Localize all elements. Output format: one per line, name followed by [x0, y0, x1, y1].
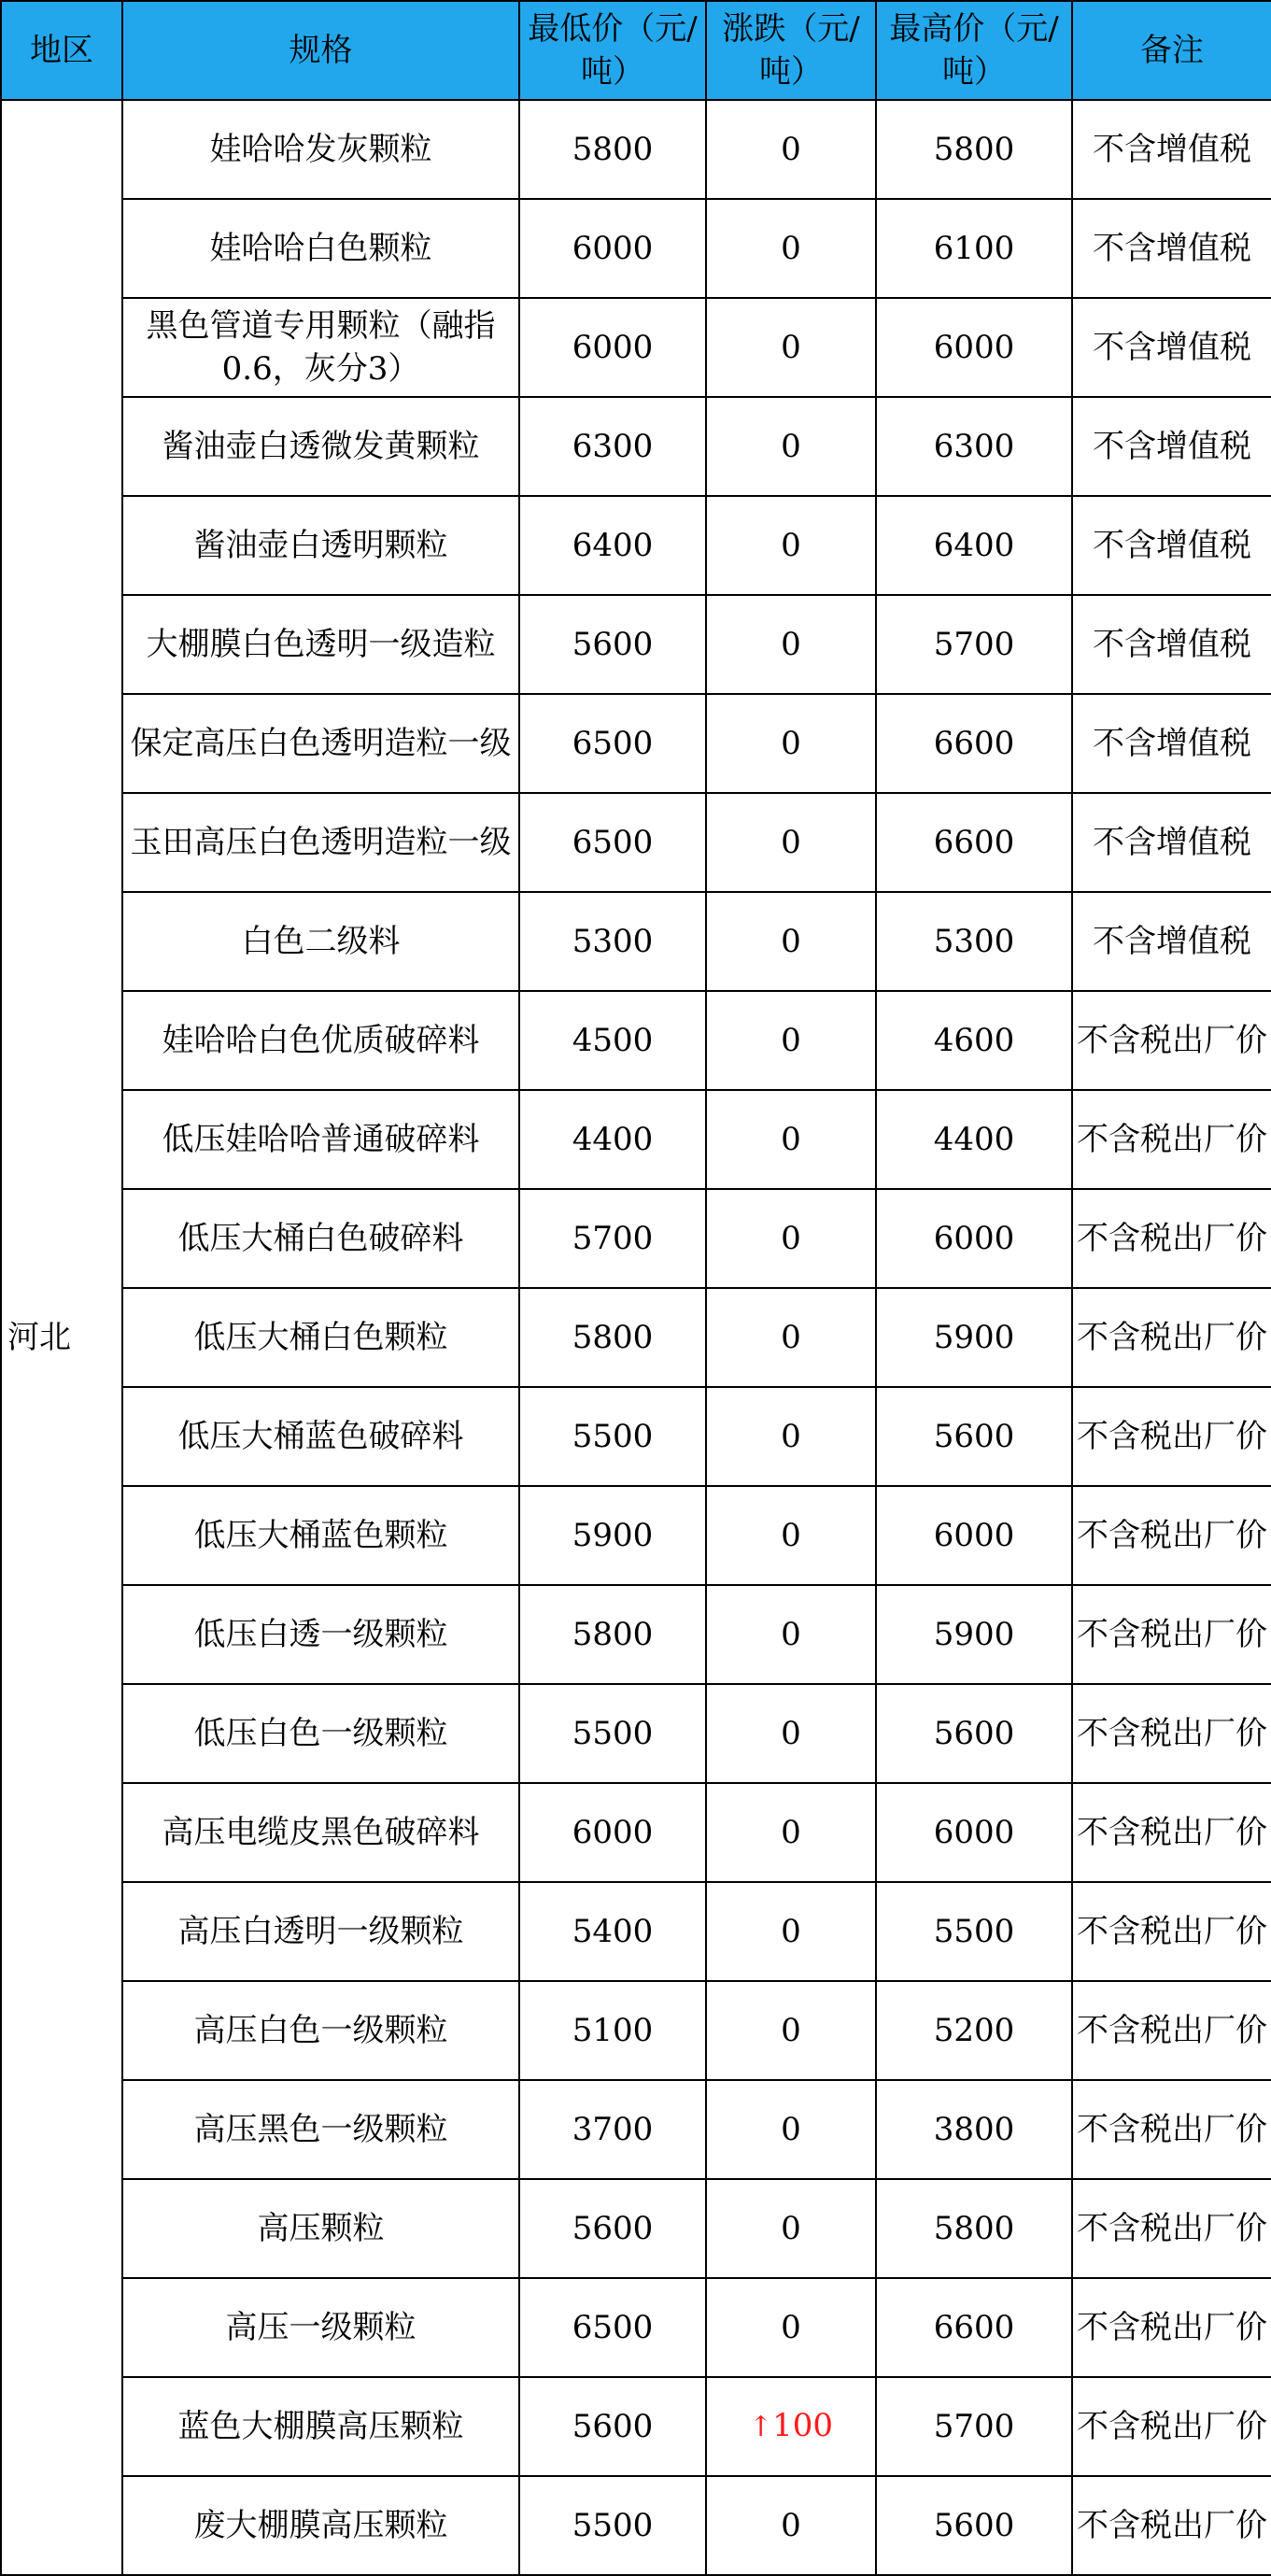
- low-price-cell: 5500: [519, 1684, 706, 1783]
- note-cell: 不含税出厂价: [1072, 1486, 1271, 1585]
- table-row: [1, 1981, 1271, 2080]
- spec-cell: 低压白色一级颗粒: [122, 1684, 519, 1783]
- change-cell: 0: [706, 595, 876, 694]
- change-cell: 0: [706, 1288, 876, 1387]
- change-cell: 0: [706, 694, 876, 793]
- spec-cell: 保定高压白色透明造粒一级: [122, 694, 519, 793]
- low-price-cell: 4400: [519, 1090, 706, 1189]
- note-cell: 不含增值税: [1072, 694, 1271, 793]
- note-cell: 不含增值税: [1072, 793, 1271, 892]
- change-cell: 0: [706, 2179, 876, 2278]
- spec-cell: 玉田高压白色透明造粒一级: [122, 793, 519, 892]
- table-row: [1, 2377, 1271, 2476]
- high-price-cell: 6000: [876, 1783, 1072, 1882]
- header-high-price: 最高价（元/吨）: [876, 1, 1072, 100]
- change-cell: 0: [706, 892, 876, 991]
- header-row: [1, 1, 1271, 100]
- table-row: [1, 1189, 1271, 1288]
- low-price-cell: 5800: [519, 1585, 706, 1684]
- low-price-cell: 5800: [519, 100, 706, 199]
- table-row: [1, 1684, 1271, 1783]
- low-price-cell: 5300: [519, 892, 706, 991]
- table-row: [1, 100, 1271, 199]
- change-cell: 0: [706, 991, 876, 1090]
- high-price-cell: 6600: [876, 694, 1072, 793]
- change-cell: [706, 2377, 876, 2476]
- spec-cell: 高压白透明一级颗粒: [122, 1882, 519, 1981]
- low-price-cell: 6000: [519, 199, 706, 298]
- note-cell: 不含增值税: [1072, 298, 1271, 397]
- high-price-cell: 6000: [876, 1189, 1072, 1288]
- spec-cell: 娃哈哈发灰颗粒: [122, 100, 519, 199]
- low-price-cell: 5600: [519, 2377, 706, 2476]
- note-cell: 不含税出厂价: [1072, 2278, 1271, 2377]
- note-cell: 不含税出厂价: [1072, 2080, 1271, 2179]
- note-cell: 不含税出厂价: [1072, 2476, 1271, 2575]
- high-price-cell: 5300: [876, 892, 1072, 991]
- spec-cell: 废大棚膜高压颗粒: [122, 2476, 519, 2575]
- note-cell: 不含增值税: [1072, 199, 1271, 298]
- low-price-cell: 5700: [519, 1189, 706, 1288]
- change-cell: 0: [706, 1684, 876, 1783]
- change-cell: 0: [706, 496, 876, 595]
- high-price-cell: 5200: [876, 1981, 1072, 2080]
- change-cell: 0: [706, 100, 876, 199]
- change-cell: 0: [706, 1486, 876, 1585]
- change-cell: 0: [706, 397, 876, 496]
- spec-cell: 低压白透一级颗粒: [122, 1585, 519, 1684]
- low-price-cell: 3700: [519, 2080, 706, 2179]
- header-note: 备注: [1072, 1, 1271, 100]
- high-price-cell: 6300: [876, 397, 1072, 496]
- spec-cell: 大棚膜白色透明一级造粒: [122, 595, 519, 694]
- spec-cell: 高压白色一级颗粒: [122, 1981, 519, 2080]
- spec-cell: 低压大桶蓝色颗粒: [122, 1486, 519, 1585]
- header-low-price: 最低价（元/吨）: [519, 1, 706, 100]
- table-body: [1, 100, 1271, 2575]
- table-row: [1, 1288, 1271, 1387]
- low-price-cell: 5900: [519, 1486, 706, 1585]
- spec-cell: 黑色管道专用颗粒（融指0.6，灰分3）: [122, 298, 519, 397]
- note-cell: 不含税出厂价: [1072, 1585, 1271, 1684]
- low-price-cell: 6500: [519, 793, 706, 892]
- change-cell: 0: [706, 1090, 876, 1189]
- high-price-cell: 5800: [876, 2179, 1072, 2278]
- table-row: [1, 298, 1271, 397]
- table-row: [1, 2278, 1271, 2377]
- spec-cell: 高压黑色一级颗粒: [122, 2080, 519, 2179]
- table-row: [1, 2476, 1271, 2575]
- table-row: [1, 2080, 1271, 2179]
- spec-cell: 白色二级料: [122, 892, 519, 991]
- high-price-cell: 6000: [876, 1486, 1072, 1585]
- header-change: 涨跌（元/吨）: [706, 1, 876, 100]
- change-cell: 0: [706, 1387, 876, 1486]
- high-price-cell: 5900: [876, 1585, 1072, 1684]
- change-cell: 0: [706, 2476, 876, 2575]
- change-cell: 0: [706, 1882, 876, 1981]
- low-price-cell: 5800: [519, 1288, 706, 1387]
- high-price-cell: 6100: [876, 199, 1072, 298]
- note-cell: 不含税出厂价: [1072, 1783, 1271, 1882]
- table-row: [1, 397, 1271, 496]
- change-cell: 0: [706, 2080, 876, 2179]
- high-price-cell: 5600: [876, 2476, 1072, 2575]
- high-price-cell: 4600: [876, 991, 1072, 1090]
- table-header: [1, 1, 1271, 100]
- high-price-cell: 6600: [876, 2278, 1072, 2377]
- high-price-cell: 5700: [876, 595, 1072, 694]
- note-cell: 不含税出厂价: [1072, 1090, 1271, 1189]
- table-row: [1, 892, 1271, 991]
- note-cell: 不含税出厂价: [1072, 2179, 1271, 2278]
- low-price-cell: 4500: [519, 991, 706, 1090]
- change-cell: 0: [706, 1189, 876, 1288]
- note-cell: 不含税出厂价: [1072, 1684, 1271, 1783]
- note-cell: 不含税出厂价: [1072, 1288, 1271, 1387]
- table-row: [1, 1783, 1271, 1882]
- table-row: [1, 1486, 1271, 1585]
- table-row: [1, 694, 1271, 793]
- spec-cell: 低压大桶蓝色破碎料: [122, 1387, 519, 1486]
- table-row: [1, 199, 1271, 298]
- table-row: [1, 1090, 1271, 1189]
- spec-cell: 低压大桶白色颗粒: [122, 1288, 519, 1387]
- arrow-up-icon: ↑: [748, 2411, 773, 2443]
- note-cell: 不含税出厂价: [1072, 1882, 1271, 1981]
- spec-cell: 低压大桶白色破碎料: [122, 1189, 519, 1288]
- high-price-cell: 5500: [876, 1882, 1072, 1981]
- spec-cell: 娃哈哈白色颗粒: [122, 199, 519, 298]
- high-price-cell: 5700: [876, 2377, 1072, 2476]
- spec-cell: 酱油壶白透微发黄颗粒: [122, 397, 519, 496]
- note-cell: 不含增值税: [1072, 892, 1271, 991]
- spec-cell: 酱油壶白透明颗粒: [122, 496, 519, 595]
- low-price-cell: 5500: [519, 2476, 706, 2575]
- note-cell: 不含增值税: [1072, 397, 1271, 496]
- low-price-cell: 6500: [519, 694, 706, 793]
- high-price-cell: 6000: [876, 298, 1072, 397]
- spec-cell: 蓝色大棚膜高压颗粒: [122, 2377, 519, 2476]
- note-cell: 不含增值税: [1072, 100, 1271, 199]
- header-region: 地区: [1, 1, 122, 100]
- high-price-cell: 4400: [876, 1090, 1072, 1189]
- table-row: [1, 1585, 1271, 1684]
- low-price-cell: 5100: [519, 1981, 706, 2080]
- spec-cell: 高压电缆皮黑色破碎料: [122, 1783, 519, 1882]
- low-price-cell: 5400: [519, 1882, 706, 1981]
- low-price-cell: 5600: [519, 595, 706, 694]
- change-value: 100: [772, 2407, 834, 2444]
- table-row: [1, 2179, 1271, 2278]
- high-price-cell: 5800: [876, 100, 1072, 199]
- high-price-cell: 6600: [876, 793, 1072, 892]
- note-cell: 不含税出厂价: [1072, 991, 1271, 1090]
- change-cell: 0: [706, 298, 876, 397]
- note-cell: 不含税出厂价: [1072, 1189, 1271, 1288]
- note-cell: 不含税出厂价: [1072, 2377, 1271, 2476]
- spec-cell: 高压一级颗粒: [122, 2278, 519, 2377]
- change-cell: 0: [706, 1783, 876, 1882]
- table-row: [1, 1882, 1271, 1981]
- spec-cell: 娃哈哈白色优质破碎料: [122, 991, 519, 1090]
- change-cell: 0: [706, 199, 876, 298]
- low-price-cell: 6500: [519, 2278, 706, 2377]
- low-price-cell: 5600: [519, 2179, 706, 2278]
- note-cell: 不含增值税: [1072, 595, 1271, 694]
- table-row: [1, 793, 1271, 892]
- high-price-cell: 5600: [876, 1387, 1072, 1486]
- region-cell: 河北: [1, 100, 122, 2575]
- low-price-cell: 6000: [519, 1783, 706, 1882]
- header-spec: 规格: [122, 1, 519, 100]
- high-price-cell: 5600: [876, 1684, 1072, 1783]
- table-row: [1, 595, 1271, 694]
- low-price-cell: 6000: [519, 298, 706, 397]
- note-cell: 不含税出厂价: [1072, 1387, 1271, 1486]
- table-row: [1, 1387, 1271, 1486]
- high-price-cell: 6400: [876, 496, 1072, 595]
- change-cell: 0: [706, 2278, 876, 2377]
- low-price-cell: 6400: [519, 496, 706, 595]
- low-price-cell: 5500: [519, 1387, 706, 1486]
- note-cell: 不含税出厂价: [1072, 1981, 1271, 2080]
- note-cell: 不含增值税: [1072, 496, 1271, 595]
- table-row: [1, 991, 1271, 1090]
- table-row: [1, 496, 1271, 595]
- high-price-cell: 3800: [876, 2080, 1072, 2179]
- low-price-cell: 6300: [519, 397, 706, 496]
- change-cell: 0: [706, 1981, 876, 2080]
- spec-cell: 高压颗粒: [122, 2179, 519, 2278]
- spec-cell: 低压娃哈哈普通破碎料: [122, 1090, 519, 1189]
- change-cell: 0: [706, 793, 876, 892]
- change-cell: 0: [706, 1585, 876, 1684]
- high-price-cell: 5900: [876, 1288, 1072, 1387]
